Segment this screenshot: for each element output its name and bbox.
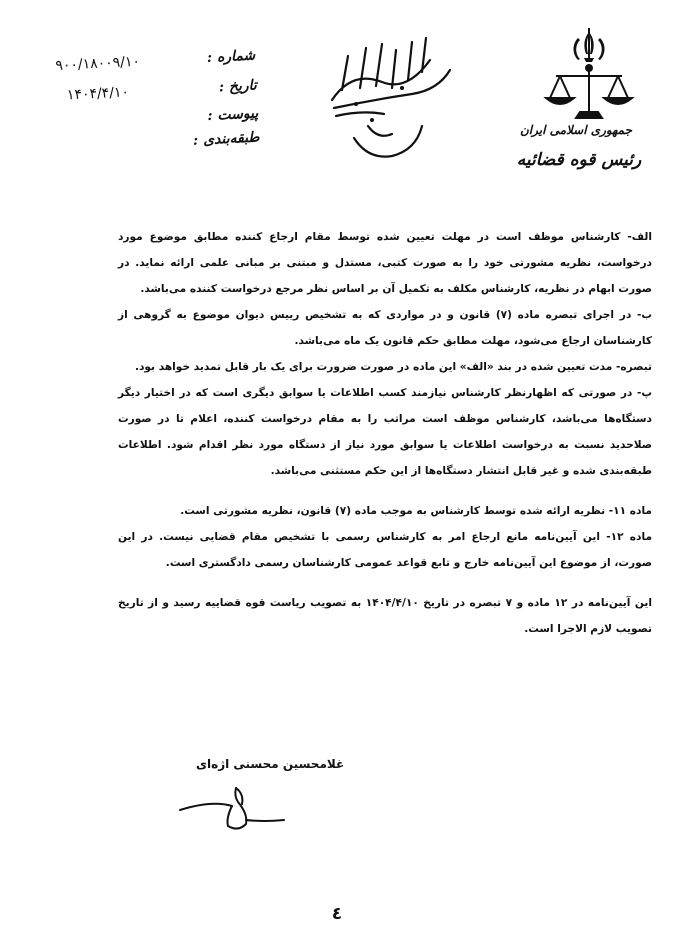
page-number: ٤	[331, 904, 343, 924]
handwritten-signature	[172, 770, 292, 840]
meta-number-row	[55, 48, 256, 80]
paragraph-tabsare: تبصره- مدت تعیین شده در بند «الف» این ماده در صورت ضرورت برای یک بار قابل تمدید خواهد بود.	[134, 361, 652, 373]
attachment-label: پیوست :	[206, 105, 259, 125]
date-label: تاریخ :	[218, 77, 258, 96]
number-label: شماره :	[206, 47, 256, 67]
approval-paragraph: این آیین‌نامه در ۱۲ ماده و ۷ تبصره در تاریخ ۱۴۰۴/۴/۱۰ به تصویب ریاست قوه قضاییه رسید و از تاریخ تصویب لازم الاجرا است.	[118, 597, 652, 635]
date-value: ۱۴۰۴/۴/۱۰	[66, 84, 130, 104]
paragraph-pe: پ- در صورتی که اظهارنظر کارشناس نیازمند کسب اطلاعات یا سوابق دیگری است که در اختیار دیگر دستگاه‌ها می‌باشد، کارشناس موظف است مراتب را به مقام درخواست کننده، اعلام تا در صورت صلاحدید نسبت به درخواست اطلاعات یا سوابق مورد نیاز از دستگاه مورد نظر اقدام شود. اطلاعات طبقه‌بندی شده و غیر قابل انتشار دستگاه‌ها از این حکم مستثنی می‌باشد.	[118, 387, 652, 477]
scales-of-justice-icon	[546, 65, 632, 118]
signer-name: غلامحسین محسنی اژه‌ای	[196, 757, 345, 771]
paragraph-be: ب- در اجرای تبصره ماده (۷) قانون و در مواردی که به تشخیص رییس دیوان موضوع به گروهی از کارشناسان ارجاع می‌شود، مهلت مطابق حکم قانون یک ماه می‌باشد.	[118, 309, 653, 347]
org-subtitle: رئیس قوه قضائیه	[516, 150, 642, 170]
article-11: ماده ۱۱- نظریه ارائه شده توسط کارشناس به موجب ماده (۷) قانون، نظریه مشورتی است.	[180, 505, 652, 517]
basmala-calligraphy	[312, 30, 462, 180]
meta-date-row	[57, 77, 258, 109]
org-title: جمهوری اسلامی ایران	[519, 123, 633, 137]
paragraph-alef: الف- کارشناس موظف است در مهلت تعیین شده توسط مقام ارجاع کننده مطابق موضوع مورد درخواست، نظریه مشورتی خود را به صورت کتبی، مستدل و مبتنی بر مبانی علمی ارائه نماید. در صورت ابهام در نظریه، کارشناس مکلف به تکمیل آن بر اساس نظر مرجع درخواست کننده می‌باشد.	[118, 231, 652, 295]
letter-meta	[55, 48, 261, 178]
article-12: ماده ۱۲- این آیین‌نامه مانع ارجاع امر به کارشناس رسمی با تشخیص مقام قضایی نیست. در این صورت، از موضوع این آیین‌نامه خارج و تابع قواعد عمومی کارشناسان رسمی دادگستری است.	[118, 531, 652, 569]
number-value: ۹۰۰/۱۸۰۰۹/۱۰	[55, 53, 141, 74]
classification-label: طبقه‌بندی :	[192, 129, 260, 149]
document-body	[118, 224, 652, 642]
